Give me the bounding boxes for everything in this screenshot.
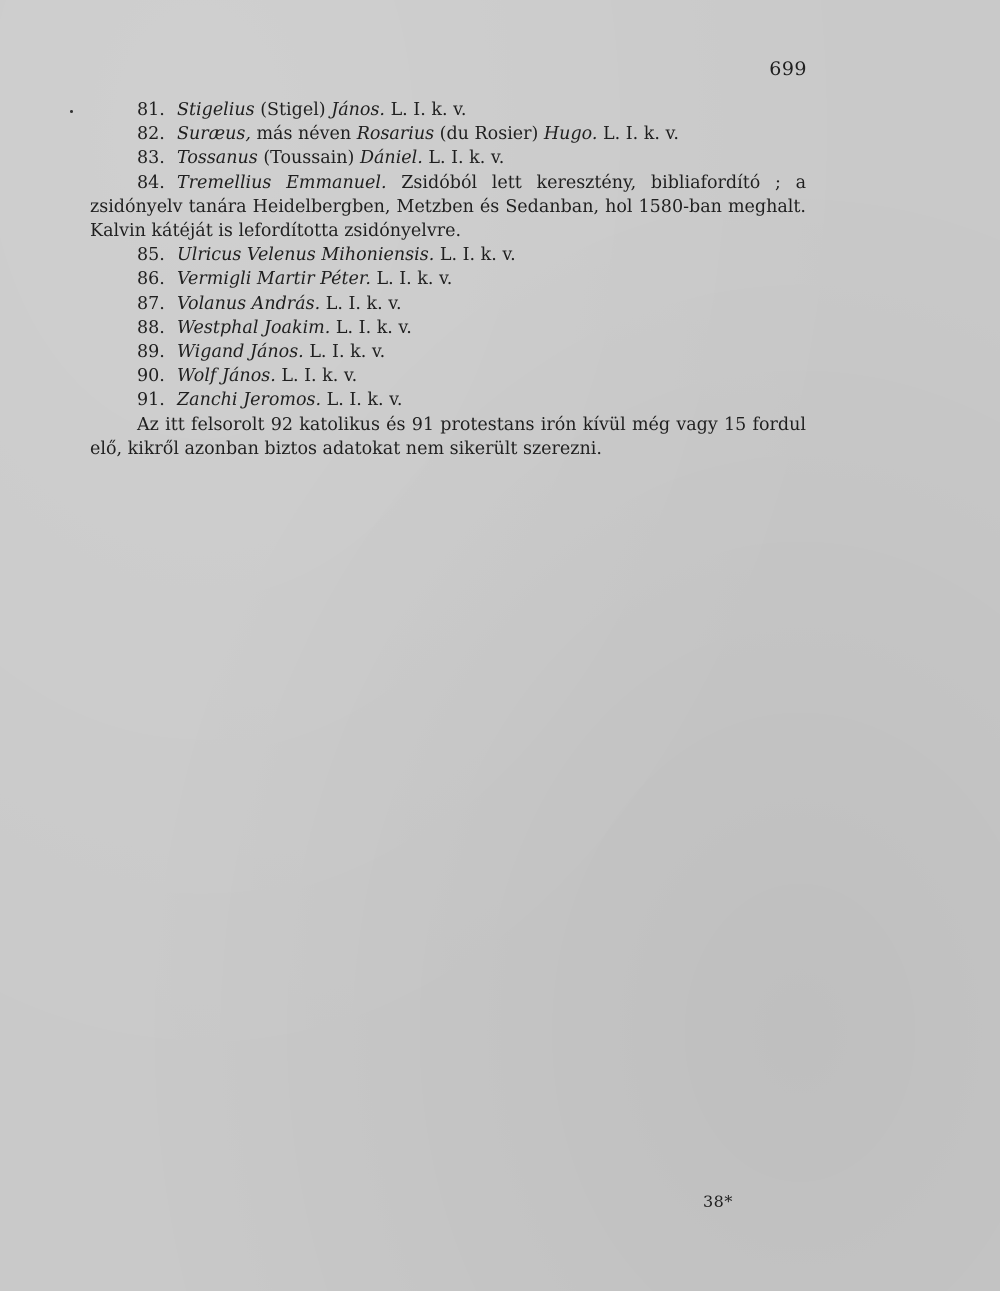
entry-number: 87. bbox=[137, 293, 165, 314]
list-item bbox=[90, 146, 806, 170]
entry-name: Vermigli Martir Péter. bbox=[177, 269, 371, 290]
entry-name: Ulricus Velenus Mihoniensis. bbox=[177, 245, 435, 266]
entry-text: L. I. k. v. bbox=[321, 390, 403, 411]
list-item bbox=[90, 364, 806, 388]
entry-name: Volanus András. bbox=[177, 293, 321, 314]
entry-text: L. I. k. v. bbox=[330, 317, 412, 338]
list-item bbox=[90, 316, 806, 340]
entry-number: 91. bbox=[137, 390, 165, 411]
entry-name: Tossanus bbox=[177, 148, 258, 169]
entry-name: Rosarius bbox=[356, 124, 435, 145]
list-item bbox=[90, 267, 806, 291]
page-number: 699 bbox=[769, 58, 807, 80]
entry-number: 90. bbox=[137, 366, 165, 387]
entry-text: L. I. k. v. bbox=[320, 293, 402, 314]
entry-number: 83. bbox=[137, 148, 165, 169]
entry-name: Zanchi Jeromos. bbox=[177, 390, 322, 411]
entry-name: Stigelius bbox=[177, 100, 255, 120]
entry-text: L. I. k. v. bbox=[597, 124, 679, 145]
entry-name: Wigand János. bbox=[177, 342, 304, 363]
entry-number: 89. bbox=[137, 342, 165, 363]
list-item bbox=[90, 171, 806, 244]
entry-text: L. I. k. v. bbox=[422, 148, 505, 169]
list-item bbox=[90, 98, 806, 122]
list-item bbox=[90, 388, 806, 412]
entry-name: Suræus, bbox=[177, 124, 251, 145]
entry-text: L. I. k. v. bbox=[434, 245, 516, 266]
entry-text: (du Rosier) bbox=[434, 124, 544, 145]
entry-name: Dániel. bbox=[359, 148, 423, 169]
entry-text: L. I. k. v. bbox=[385, 100, 467, 120]
entry-text: (Stigel) bbox=[254, 100, 332, 120]
entry-name: Hugo. bbox=[543, 124, 598, 145]
entry-name: Wolf János. bbox=[177, 366, 276, 387]
entry-text: L. I. k. v. bbox=[370, 269, 453, 290]
entry-name: Westphal Joakim. bbox=[177, 317, 331, 338]
entry-list bbox=[90, 98, 806, 461]
entry-name: János. bbox=[331, 100, 385, 120]
entry-name: Tremellius Emmanuel. bbox=[177, 172, 387, 193]
entry-number: 86. bbox=[137, 269, 165, 290]
list-item bbox=[90, 292, 806, 316]
signature-mark: 38* bbox=[703, 1192, 733, 1211]
entry-text: (Toussain) bbox=[257, 148, 360, 169]
list-item bbox=[90, 122, 806, 146]
entry-number: 88. bbox=[137, 317, 165, 338]
entry-number: 82. bbox=[137, 124, 165, 145]
closing-paragraph: Az itt felsorolt 92 katolikus és 91 protestans irón kívül még vagy 15 fordul elő, kikről azonban biztos adatokat nem sikerült szerezni. bbox=[90, 414, 806, 459]
ink-speck bbox=[70, 110, 73, 113]
entry-text: L. I. k. v. bbox=[275, 366, 358, 387]
entry-number: 84. bbox=[137, 172, 165, 193]
entry-number: 81. bbox=[137, 100, 165, 120]
entry-text: más néven bbox=[250, 124, 357, 145]
entry-number: 85. bbox=[137, 245, 165, 266]
entry-text: Zsidóból lett keresztény, bibliafordító ; a zsidónyelv tanára Heidelbergben, Metzben és Sedanban, hol 1580-ban meghalt. Kalvin kátéját is lefordította zsidónyelvre. bbox=[90, 172, 807, 242]
entry-text: L. I. k. v. bbox=[303, 342, 386, 363]
list-item bbox=[90, 243, 806, 267]
list-item bbox=[90, 340, 806, 364]
